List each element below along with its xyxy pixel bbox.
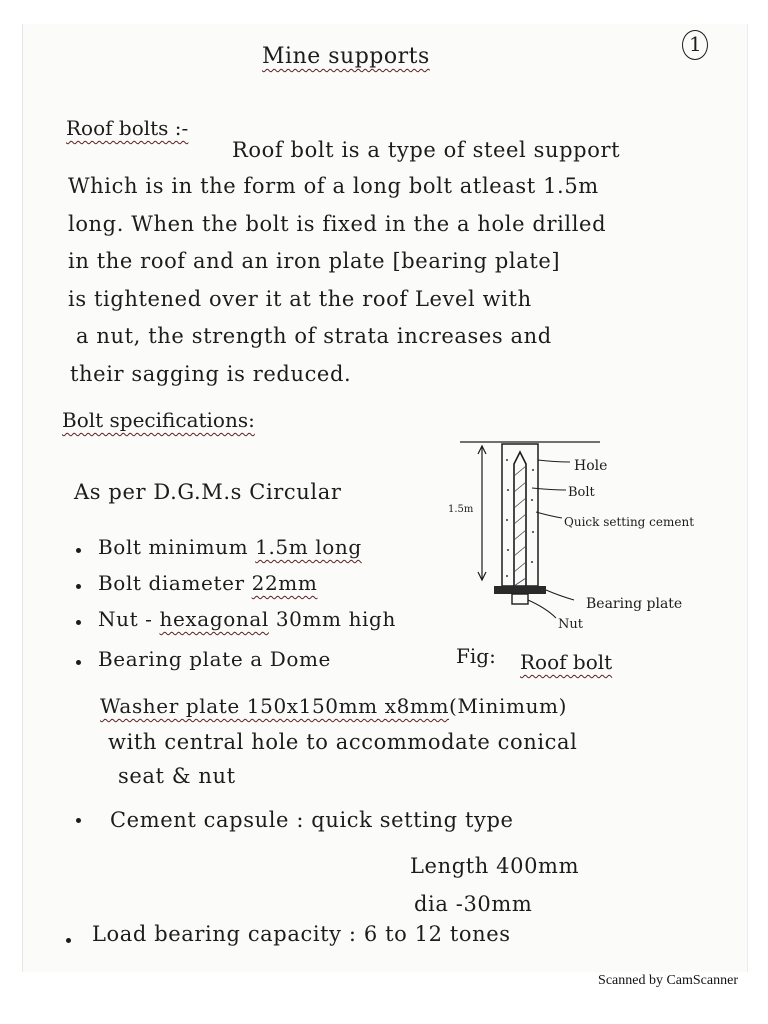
paragraph-line-2: Which is in the form of a long bolt atleast 1.5m <box>68 174 599 198</box>
label-length: 1.5m <box>448 504 474 515</box>
spec-item-bearing-plate: Bearing plate a Dome <box>98 647 331 671</box>
washer-plate-line <box>100 694 567 718</box>
hole-leader <box>538 460 570 462</box>
bolt-leader <box>532 488 566 490</box>
page-title: Mine supports <box>262 44 430 69</box>
figure-caption-prefix: Fig: <box>456 644 496 668</box>
cement-dia-line: dia -30mm <box>414 892 533 916</box>
load-capacity-line: Load bearing capacity : 6 to 12 tones <box>92 922 511 946</box>
bearing-plate-shape <box>494 586 546 594</box>
label-cement: Quick setting cement <box>564 515 695 529</box>
cement-capsule-line: Cement capsule : quick setting type <box>110 808 514 832</box>
label-hole: Hole <box>574 458 608 474</box>
bullet-dot <box>66 938 71 943</box>
spec-item-suffix: 30mm high <box>268 607 396 631</box>
spec-item-text: Bolt diameter <box>98 571 252 595</box>
paragraph-line-3: long. When the bolt is fixed in the a hole drilled <box>68 212 607 236</box>
spec-item-highlight: 22mm <box>251 571 318 595</box>
nut-shape <box>512 594 528 604</box>
bullet-dot <box>76 660 81 665</box>
bolt-hatching <box>514 466 526 586</box>
nut-leader <box>528 600 556 618</box>
cement-leader <box>536 512 562 518</box>
label-nut: Nut <box>558 617 583 632</box>
spec-item-text: Nut - <box>98 607 160 631</box>
scanner-watermark: Scanned by CamScanner <box>598 973 738 988</box>
spec-item-bolt-diameter <box>98 571 317 595</box>
paragraph-line-6: a nut, the strength of strata increases and <box>76 324 552 348</box>
roof-bolts-heading: Roof bolts :- <box>66 116 189 140</box>
spec-item-text: Bolt minimum <box>98 535 256 559</box>
dgms-circular-line: As per D.G.M.s Circular <box>74 480 342 504</box>
paragraph-line-7: their sagging is reduced. <box>70 362 352 386</box>
cement-length-line: Length 400mm <box>410 854 580 878</box>
washer-plate-line-2: with central hole to accommodate conical <box>108 730 578 754</box>
bolt-specifications-heading: Bolt specifications: <box>62 408 255 432</box>
bullet-dot <box>76 548 81 553</box>
page-number: 1 <box>689 32 702 56</box>
plate-leader <box>546 590 574 600</box>
bolt-shank <box>514 452 526 590</box>
label-bearing-plate: Bearing plate <box>586 596 683 612</box>
washer-plate-spec: Washer plate 150x150mm x8mm <box>100 694 450 718</box>
washer-plate-line-3: seat & nut <box>118 764 236 788</box>
washer-plate-minimum: (Minimum) <box>449 694 568 718</box>
bullet-dot <box>76 620 81 625</box>
roof-bolt-figure <box>440 440 740 640</box>
spec-item-nut <box>98 607 396 631</box>
bullet-dot <box>76 818 81 823</box>
drilled-hole <box>502 444 538 586</box>
paragraph-line-5: is tightened over it at the roof Level with <box>68 287 532 311</box>
bullet-dot <box>76 584 81 589</box>
figure-caption: Roof bolt <box>520 650 613 674</box>
spec-item-bolt-length <box>98 535 362 559</box>
spec-item-highlight: 1.5m long <box>255 535 362 559</box>
spec-item-highlight: hexagonal <box>159 607 269 631</box>
label-bolt: Bolt <box>568 485 595 500</box>
paragraph-line-1: Roof bolt is a type of steel support <box>232 138 621 162</box>
paragraph-line-4: in the roof and an iron plate [bearing plate] <box>68 249 561 273</box>
cement-dots <box>506 459 534 577</box>
